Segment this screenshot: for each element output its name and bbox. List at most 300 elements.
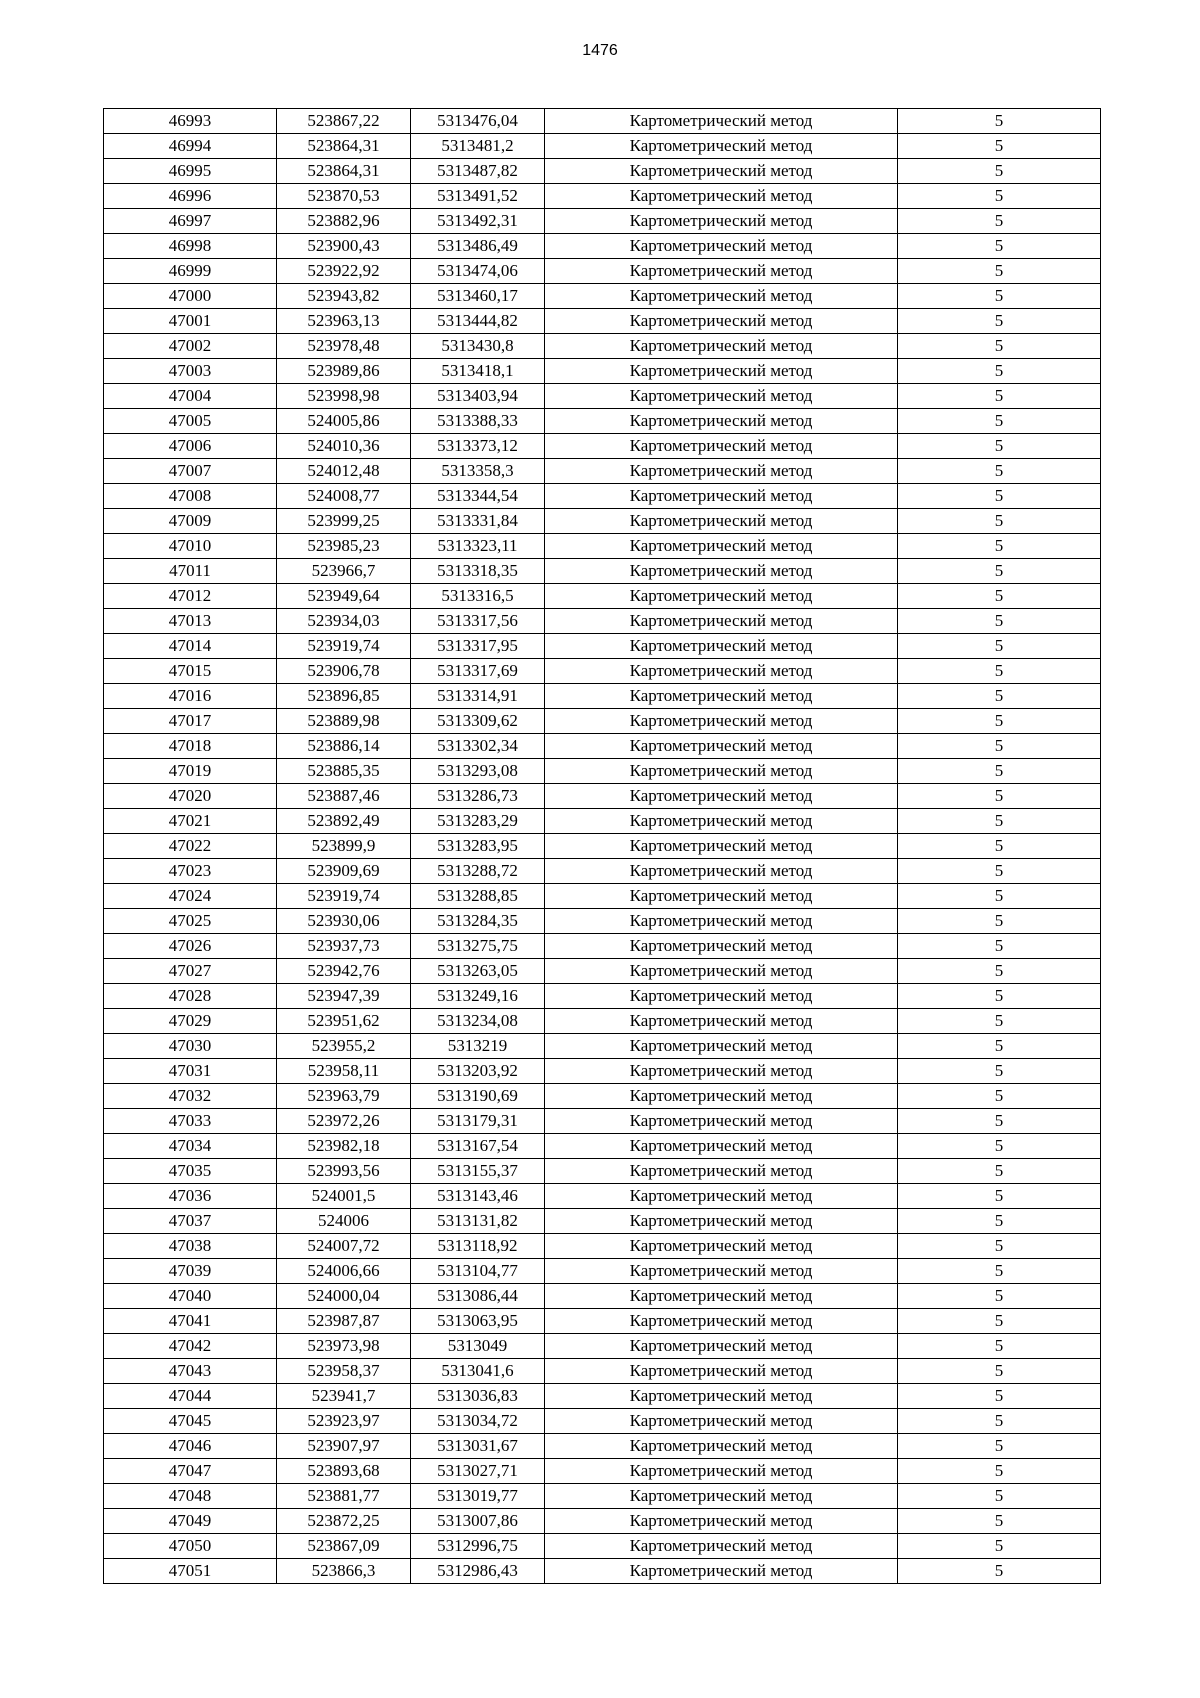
y-coordinate-cell: 5313491,52	[411, 184, 545, 209]
y-coordinate-cell: 5313041,6	[411, 1359, 545, 1384]
table-row	[104, 459, 1101, 484]
point-number-cell: 47044	[104, 1384, 277, 1409]
accuracy-cell: 5	[898, 934, 1101, 959]
accuracy-cell: 5	[898, 509, 1101, 534]
point-number-cell: 46996	[104, 184, 277, 209]
table-row	[104, 984, 1101, 1009]
x-coordinate-cell: 524005,86	[277, 409, 411, 434]
table-row	[104, 334, 1101, 359]
accuracy-cell: 5	[898, 1034, 1101, 1059]
point-number-cell: 47028	[104, 984, 277, 1009]
accuracy-cell: 5	[898, 534, 1101, 559]
method-cell: Картометрический метод	[545, 384, 898, 409]
accuracy-cell: 5	[898, 909, 1101, 934]
point-number-cell: 47017	[104, 709, 277, 734]
method-cell: Картометрический метод	[545, 609, 898, 634]
accuracy-cell: 5	[898, 1534, 1101, 1559]
accuracy-cell: 5	[898, 184, 1101, 209]
accuracy-cell: 5	[898, 134, 1101, 159]
point-number-cell: 47045	[104, 1409, 277, 1434]
x-coordinate-cell: 524007,72	[277, 1234, 411, 1259]
coordinates-table-body	[104, 109, 1101, 1584]
x-coordinate-cell: 523864,31	[277, 134, 411, 159]
table-row	[104, 734, 1101, 759]
accuracy-cell: 5	[898, 109, 1101, 134]
y-coordinate-cell: 5313314,91	[411, 684, 545, 709]
x-coordinate-cell: 523906,78	[277, 659, 411, 684]
table-row	[104, 209, 1101, 234]
method-cell: Картометрический метод	[545, 1509, 898, 1534]
y-coordinate-cell: 5313474,06	[411, 259, 545, 284]
point-number-cell: 47033	[104, 1109, 277, 1134]
y-coordinate-cell: 5313444,82	[411, 309, 545, 334]
accuracy-cell: 5	[898, 459, 1101, 484]
point-number-cell: 47003	[104, 359, 277, 384]
x-coordinate-cell: 523942,76	[277, 959, 411, 984]
y-coordinate-cell: 5313031,67	[411, 1434, 545, 1459]
point-number-cell: 47012	[104, 584, 277, 609]
table-row	[104, 759, 1101, 784]
table-row	[104, 1309, 1101, 1334]
table-row	[104, 634, 1101, 659]
y-coordinate-cell: 5313190,69	[411, 1084, 545, 1109]
table-row	[104, 109, 1101, 134]
y-coordinate-cell: 5313331,84	[411, 509, 545, 534]
method-cell: Картометрический метод	[545, 909, 898, 934]
y-coordinate-cell: 5313131,82	[411, 1209, 545, 1234]
x-coordinate-cell: 523993,56	[277, 1159, 411, 1184]
y-coordinate-cell: 5313249,16	[411, 984, 545, 1009]
table-row	[104, 909, 1101, 934]
method-cell: Картометрический метод	[545, 109, 898, 134]
x-coordinate-cell: 523887,46	[277, 784, 411, 809]
method-cell: Картометрический метод	[545, 884, 898, 909]
point-number-cell: 47042	[104, 1334, 277, 1359]
point-number-cell: 47046	[104, 1434, 277, 1459]
method-cell: Картометрический метод	[545, 159, 898, 184]
table-row	[104, 384, 1101, 409]
method-cell: Картометрический метод	[545, 134, 898, 159]
y-coordinate-cell: 5313167,54	[411, 1134, 545, 1159]
point-number-cell: 47018	[104, 734, 277, 759]
x-coordinate-cell: 523864,31	[277, 159, 411, 184]
accuracy-cell: 5	[898, 559, 1101, 584]
accuracy-cell: 5	[898, 809, 1101, 834]
table-row	[104, 1259, 1101, 1284]
accuracy-cell: 5	[898, 1134, 1101, 1159]
y-coordinate-cell: 5313316,5	[411, 584, 545, 609]
x-coordinate-cell: 523949,64	[277, 584, 411, 609]
method-cell: Картометрический метод	[545, 759, 898, 784]
table-row	[104, 834, 1101, 859]
accuracy-cell: 5	[898, 1234, 1101, 1259]
accuracy-cell: 5	[898, 1009, 1101, 1034]
x-coordinate-cell: 523978,48	[277, 334, 411, 359]
y-coordinate-cell: 5313019,77	[411, 1484, 545, 1509]
method-cell: Картометрический метод	[545, 684, 898, 709]
table-row	[104, 1059, 1101, 1084]
point-number-cell: 46999	[104, 259, 277, 284]
table-row	[104, 1084, 1101, 1109]
x-coordinate-cell: 523941,7	[277, 1384, 411, 1409]
method-cell: Картометрический метод	[545, 959, 898, 984]
point-number-cell: 46994	[104, 134, 277, 159]
accuracy-cell: 5	[898, 609, 1101, 634]
y-coordinate-cell: 5312996,75	[411, 1534, 545, 1559]
y-coordinate-cell: 5313007,86	[411, 1509, 545, 1534]
x-coordinate-cell: 524008,77	[277, 484, 411, 509]
point-number-cell: 47005	[104, 409, 277, 434]
y-coordinate-cell: 5313487,82	[411, 159, 545, 184]
point-number-cell: 47027	[104, 959, 277, 984]
accuracy-cell: 5	[898, 859, 1101, 884]
x-coordinate-cell: 523934,03	[277, 609, 411, 634]
x-coordinate-cell: 523909,69	[277, 859, 411, 884]
table-row	[104, 1234, 1101, 1259]
accuracy-cell: 5	[898, 834, 1101, 859]
method-cell: Картометрический метод	[545, 334, 898, 359]
method-cell: Картометрический метод	[545, 1034, 898, 1059]
y-coordinate-cell: 5313049	[411, 1334, 545, 1359]
table-row	[104, 859, 1101, 884]
method-cell: Картометрический метод	[545, 1059, 898, 1084]
table-row	[104, 1384, 1101, 1409]
y-coordinate-cell: 5313203,92	[411, 1059, 545, 1084]
point-number-cell: 47007	[104, 459, 277, 484]
accuracy-cell: 5	[898, 784, 1101, 809]
accuracy-cell: 5	[898, 1334, 1101, 1359]
point-number-cell: 46998	[104, 234, 277, 259]
method-cell: Картометрический метод	[545, 934, 898, 959]
table-row	[104, 509, 1101, 534]
table-row	[104, 659, 1101, 684]
point-number-cell: 47013	[104, 609, 277, 634]
x-coordinate-cell: 523958,11	[277, 1059, 411, 1084]
y-coordinate-cell: 5313358,3	[411, 459, 545, 484]
y-coordinate-cell: 5313318,35	[411, 559, 545, 584]
point-number-cell: 47016	[104, 684, 277, 709]
x-coordinate-cell: 524001,5	[277, 1184, 411, 1209]
method-cell: Картометрический метод	[545, 1484, 898, 1509]
table-row	[104, 484, 1101, 509]
point-number-cell: 47038	[104, 1234, 277, 1259]
point-number-cell: 47050	[104, 1534, 277, 1559]
table-row	[104, 709, 1101, 734]
accuracy-cell: 5	[898, 984, 1101, 1009]
x-coordinate-cell: 523867,22	[277, 109, 411, 134]
y-coordinate-cell: 5313492,31	[411, 209, 545, 234]
method-cell: Картометрический метод	[545, 1534, 898, 1559]
accuracy-cell: 5	[898, 1459, 1101, 1484]
point-number-cell: 47047	[104, 1459, 277, 1484]
accuracy-cell: 5	[898, 1434, 1101, 1459]
accuracy-cell: 5	[898, 159, 1101, 184]
accuracy-cell: 5	[898, 959, 1101, 984]
method-cell: Картометрический метод	[545, 209, 898, 234]
accuracy-cell: 5	[898, 634, 1101, 659]
accuracy-cell: 5	[898, 484, 1101, 509]
y-coordinate-cell: 5313323,11	[411, 534, 545, 559]
x-coordinate-cell: 523987,87	[277, 1309, 411, 1334]
x-coordinate-cell: 523937,73	[277, 934, 411, 959]
method-cell: Картометрический метод	[545, 534, 898, 559]
accuracy-cell: 5	[898, 1384, 1101, 1409]
table-row	[104, 309, 1101, 334]
y-coordinate-cell: 5313418,1	[411, 359, 545, 384]
y-coordinate-cell: 5313063,95	[411, 1309, 545, 1334]
accuracy-cell: 5	[898, 284, 1101, 309]
y-coordinate-cell: 5313283,95	[411, 834, 545, 859]
table-row	[104, 1159, 1101, 1184]
point-number-cell: 47049	[104, 1509, 277, 1534]
point-number-cell: 47006	[104, 434, 277, 459]
method-cell: Картометрический метод	[545, 1559, 898, 1584]
accuracy-cell: 5	[898, 734, 1101, 759]
point-number-cell: 47023	[104, 859, 277, 884]
x-coordinate-cell: 523985,23	[277, 534, 411, 559]
method-cell: Картометрический метод	[545, 509, 898, 534]
accuracy-cell: 5	[898, 884, 1101, 909]
accuracy-cell: 5	[898, 659, 1101, 684]
accuracy-cell: 5	[898, 1484, 1101, 1509]
point-number-cell: 47041	[104, 1309, 277, 1334]
accuracy-cell: 5	[898, 709, 1101, 734]
point-number-cell: 46997	[104, 209, 277, 234]
method-cell: Картометрический метод	[545, 859, 898, 884]
y-coordinate-cell: 5313179,31	[411, 1109, 545, 1134]
x-coordinate-cell: 523966,7	[277, 559, 411, 584]
method-cell: Картометрический метод	[545, 1334, 898, 1359]
table-row	[104, 1284, 1101, 1309]
page-number: 1476	[582, 42, 618, 59]
point-number-cell: 47015	[104, 659, 277, 684]
table-row	[104, 409, 1101, 434]
point-number-cell: 47029	[104, 1009, 277, 1034]
method-cell: Картометрический метод	[545, 784, 898, 809]
x-coordinate-cell: 523893,68	[277, 1459, 411, 1484]
accuracy-cell: 5	[898, 1159, 1101, 1184]
table-row	[104, 234, 1101, 259]
x-coordinate-cell: 523982,18	[277, 1134, 411, 1159]
method-cell: Картометрический метод	[545, 1284, 898, 1309]
accuracy-cell: 5	[898, 334, 1101, 359]
accuracy-cell: 5	[898, 1509, 1101, 1534]
y-coordinate-cell: 5313086,44	[411, 1284, 545, 1309]
table-row	[104, 784, 1101, 809]
table-row	[104, 259, 1101, 284]
accuracy-cell: 5	[898, 359, 1101, 384]
y-coordinate-cell: 5313234,08	[411, 1009, 545, 1034]
accuracy-cell: 5	[898, 584, 1101, 609]
point-number-cell: 47035	[104, 1159, 277, 1184]
method-cell: Картометрический метод	[545, 1259, 898, 1284]
point-number-cell: 47011	[104, 559, 277, 584]
method-cell: Картометрический метод	[545, 359, 898, 384]
point-number-cell: 47037	[104, 1209, 277, 1234]
table-row	[104, 534, 1101, 559]
table-row	[104, 584, 1101, 609]
method-cell: Картометрический метод	[545, 734, 898, 759]
method-cell: Картометрический метод	[545, 1459, 898, 1484]
point-number-cell: 47002	[104, 334, 277, 359]
x-coordinate-cell: 523867,09	[277, 1534, 411, 1559]
accuracy-cell: 5	[898, 209, 1101, 234]
point-number-cell: 47024	[104, 884, 277, 909]
point-number-cell: 47039	[104, 1259, 277, 1284]
table-row	[104, 159, 1101, 184]
x-coordinate-cell: 523955,2	[277, 1034, 411, 1059]
method-cell: Картометрический метод	[545, 634, 898, 659]
table-row	[104, 1184, 1101, 1209]
method-cell: Картометрический метод	[545, 1084, 898, 1109]
x-coordinate-cell: 523930,06	[277, 909, 411, 934]
x-coordinate-cell: 523900,43	[277, 234, 411, 259]
point-number-cell: 47020	[104, 784, 277, 809]
method-cell: Картометрический метод	[545, 459, 898, 484]
table-row	[104, 1559, 1101, 1584]
point-number-cell: 47051	[104, 1559, 277, 1584]
x-coordinate-cell: 523963,79	[277, 1084, 411, 1109]
point-number-cell: 47026	[104, 934, 277, 959]
table-row	[104, 1034, 1101, 1059]
y-coordinate-cell: 5313288,72	[411, 859, 545, 884]
y-coordinate-cell: 5313027,71	[411, 1459, 545, 1484]
table-row	[104, 1409, 1101, 1434]
accuracy-cell: 5	[898, 1059, 1101, 1084]
point-number-cell: 47021	[104, 809, 277, 834]
x-coordinate-cell: 523943,82	[277, 284, 411, 309]
accuracy-cell: 5	[898, 1084, 1101, 1109]
table-row	[104, 1534, 1101, 1559]
table-row	[104, 1109, 1101, 1134]
point-number-cell: 47009	[104, 509, 277, 534]
accuracy-cell: 5	[898, 1359, 1101, 1384]
y-coordinate-cell: 5313317,56	[411, 609, 545, 634]
method-cell: Картометрический метод	[545, 184, 898, 209]
table-row	[104, 959, 1101, 984]
x-coordinate-cell: 523972,26	[277, 1109, 411, 1134]
method-cell: Картометрический метод	[545, 284, 898, 309]
y-coordinate-cell: 5313288,85	[411, 884, 545, 909]
table-row	[104, 1509, 1101, 1534]
point-number-cell: 47040	[104, 1284, 277, 1309]
accuracy-cell: 5	[898, 409, 1101, 434]
method-cell: Картометрический метод	[545, 234, 898, 259]
x-coordinate-cell: 523870,53	[277, 184, 411, 209]
method-cell: Картометрический метод	[545, 559, 898, 584]
method-cell: Картометрический метод	[545, 834, 898, 859]
y-coordinate-cell: 5313344,54	[411, 484, 545, 509]
method-cell: Картометрический метод	[545, 709, 898, 734]
point-number-cell: 47032	[104, 1084, 277, 1109]
table-row	[104, 134, 1101, 159]
table-row	[104, 1209, 1101, 1234]
method-cell: Картометрический метод	[545, 809, 898, 834]
x-coordinate-cell: 524012,48	[277, 459, 411, 484]
y-coordinate-cell: 5313309,62	[411, 709, 545, 734]
y-coordinate-cell: 5313283,29	[411, 809, 545, 834]
accuracy-cell: 5	[898, 1259, 1101, 1284]
method-cell: Картометрический метод	[545, 1309, 898, 1334]
accuracy-cell: 5	[898, 434, 1101, 459]
point-number-cell: 47008	[104, 484, 277, 509]
accuracy-cell: 5	[898, 234, 1101, 259]
x-coordinate-cell: 523999,25	[277, 509, 411, 534]
y-coordinate-cell: 5313263,05	[411, 959, 545, 984]
y-coordinate-cell: 5313430,8	[411, 334, 545, 359]
y-coordinate-cell: 5313284,35	[411, 909, 545, 934]
x-coordinate-cell: 523886,14	[277, 734, 411, 759]
table-row	[104, 934, 1101, 959]
method-cell: Картометрический метод	[545, 309, 898, 334]
table-row	[104, 559, 1101, 584]
x-coordinate-cell: 524010,36	[277, 434, 411, 459]
x-coordinate-cell: 523899,9	[277, 834, 411, 859]
method-cell: Картометрический метод	[545, 1359, 898, 1384]
table-row	[104, 1434, 1101, 1459]
y-coordinate-cell: 5313143,46	[411, 1184, 545, 1209]
point-number-cell: 47031	[104, 1059, 277, 1084]
y-coordinate-cell: 5313388,33	[411, 409, 545, 434]
x-coordinate-cell: 523882,96	[277, 209, 411, 234]
table-row	[104, 1459, 1101, 1484]
x-coordinate-cell: 523892,49	[277, 809, 411, 834]
table-row	[104, 1334, 1101, 1359]
point-number-cell: 47048	[104, 1484, 277, 1509]
method-cell: Картометрический метод	[545, 1159, 898, 1184]
point-number-cell: 47025	[104, 909, 277, 934]
point-number-cell: 46995	[104, 159, 277, 184]
x-coordinate-cell: 524006	[277, 1209, 411, 1234]
method-cell: Картометрический метод	[545, 1409, 898, 1434]
coordinates-table	[103, 108, 1101, 1584]
point-number-cell: 47001	[104, 309, 277, 334]
point-number-cell: 47043	[104, 1359, 277, 1384]
point-number-cell: 47004	[104, 384, 277, 409]
accuracy-cell: 5	[898, 1559, 1101, 1584]
accuracy-cell: 5	[898, 759, 1101, 784]
y-coordinate-cell: 5313481,2	[411, 134, 545, 159]
x-coordinate-cell: 523889,98	[277, 709, 411, 734]
y-coordinate-cell: 5313104,77	[411, 1259, 545, 1284]
y-coordinate-cell: 5313118,92	[411, 1234, 545, 1259]
method-cell: Картометрический метод	[545, 409, 898, 434]
table-row	[104, 1134, 1101, 1159]
table-row	[104, 809, 1101, 834]
accuracy-cell: 5	[898, 1309, 1101, 1334]
x-coordinate-cell: 523866,3	[277, 1559, 411, 1584]
y-coordinate-cell: 5313275,75	[411, 934, 545, 959]
x-coordinate-cell: 523958,37	[277, 1359, 411, 1384]
method-cell: Картометрический метод	[545, 984, 898, 1009]
accuracy-cell: 5	[898, 309, 1101, 334]
accuracy-cell: 5	[898, 1184, 1101, 1209]
point-number-cell: 47014	[104, 634, 277, 659]
point-number-cell: 46993	[104, 109, 277, 134]
x-coordinate-cell: 524000,04	[277, 1284, 411, 1309]
x-coordinate-cell: 523896,85	[277, 684, 411, 709]
accuracy-cell: 5	[898, 259, 1101, 284]
table-row	[104, 884, 1101, 909]
y-coordinate-cell: 5313155,37	[411, 1159, 545, 1184]
x-coordinate-cell: 523919,74	[277, 884, 411, 909]
method-cell: Картометрический метод	[545, 484, 898, 509]
x-coordinate-cell: 523922,92	[277, 259, 411, 284]
accuracy-cell: 5	[898, 684, 1101, 709]
y-coordinate-cell: 5313486,49	[411, 234, 545, 259]
x-coordinate-cell: 523919,74	[277, 634, 411, 659]
y-coordinate-cell: 5313460,17	[411, 284, 545, 309]
